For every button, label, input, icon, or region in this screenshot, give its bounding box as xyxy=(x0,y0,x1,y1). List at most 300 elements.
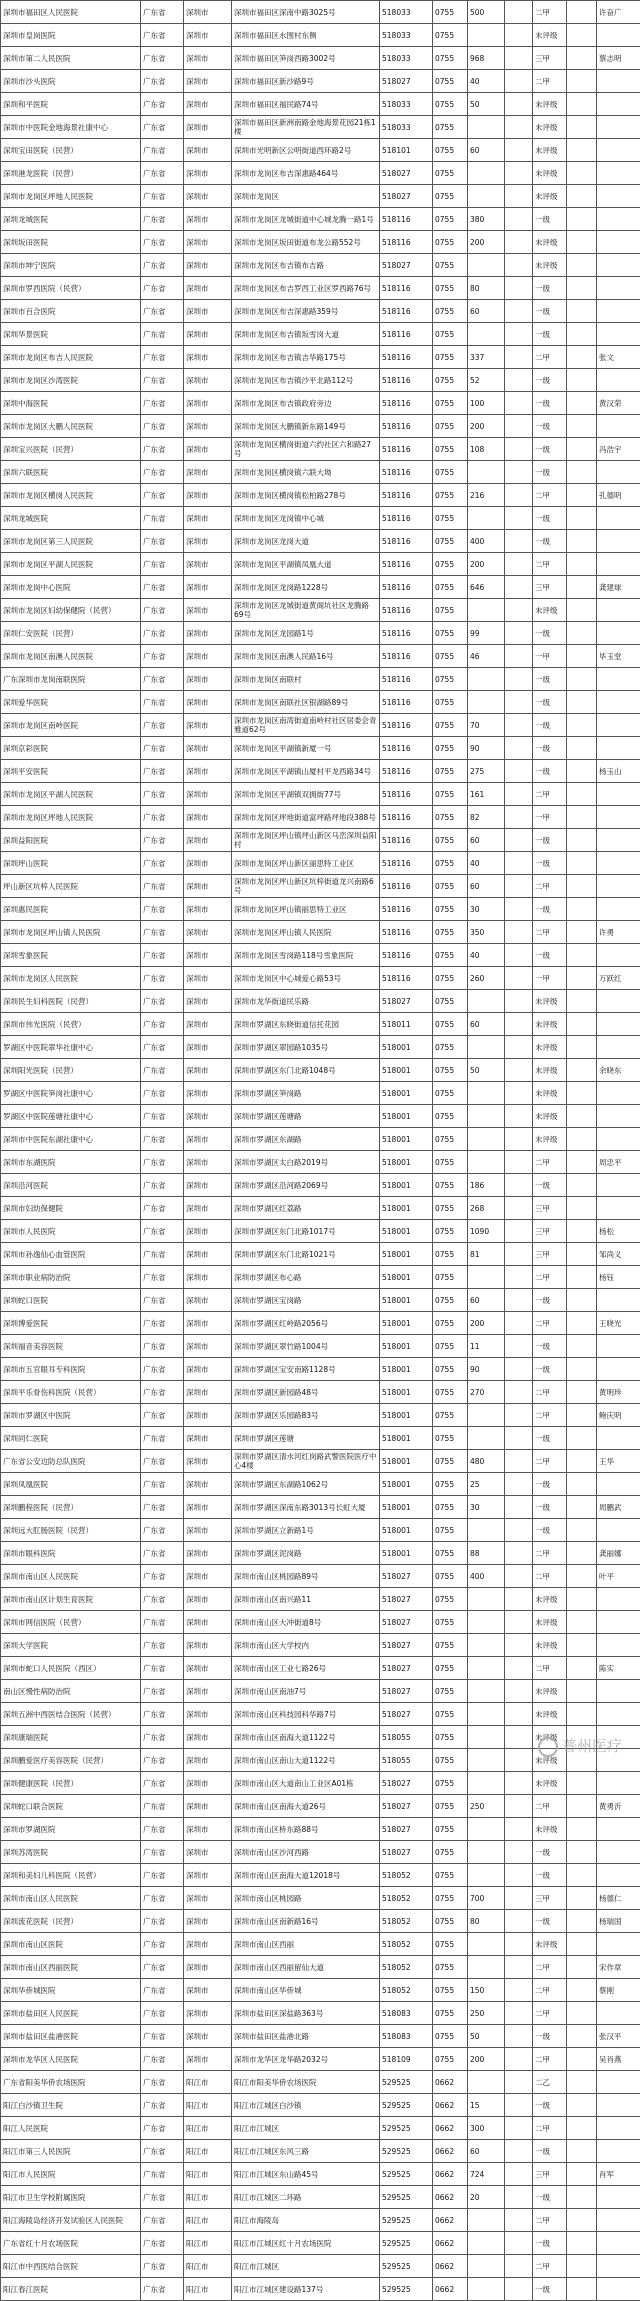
cell-address: 深圳市龙华区龙华路2032号 xyxy=(232,2048,380,2071)
table-row xyxy=(1,2025,640,2048)
cell-empty xyxy=(505,806,533,829)
cell-province: 广东省 xyxy=(141,93,184,116)
table-row xyxy=(1,1289,640,1312)
cell-province: 广东省 xyxy=(141,714,184,737)
cell-beds: 150 xyxy=(468,1979,505,2002)
cell-empty xyxy=(505,185,533,208)
cell-level: 二甲 xyxy=(533,1542,567,1565)
cell-level: 二甲 xyxy=(533,1979,567,2002)
table-row xyxy=(1,691,640,714)
table-row xyxy=(1,668,640,691)
cell-city: 深圳市 xyxy=(184,576,232,599)
cell-level: 一级 xyxy=(533,507,567,530)
cell-area-code: 0755 xyxy=(433,1795,468,1818)
table-row xyxy=(1,116,640,139)
cell-empty xyxy=(505,898,533,921)
cell-name: 深圳博爱医院 xyxy=(1,1312,141,1335)
cell-empty xyxy=(567,438,597,461)
cell-name: 深圳市罗西医院（民营） xyxy=(1,277,141,300)
cell-address: 深圳市罗湖区笋岗路 xyxy=(232,1082,380,1105)
cell-beds xyxy=(468,668,505,691)
cell-director xyxy=(597,323,640,346)
cell-level: 一级 xyxy=(533,852,567,875)
cell-postcode: 518001 xyxy=(380,1381,433,1404)
cell-address: 深圳市龙岗区南湾街道南岭村社区居委会青雅道62号 xyxy=(232,714,380,737)
cell-level: 一级 xyxy=(533,1358,567,1381)
cell-director xyxy=(597,875,640,898)
cell-beds: 500 xyxy=(468,1,505,24)
cell-empty xyxy=(505,1427,533,1450)
cell-level: 未评级 xyxy=(533,93,567,116)
table-row xyxy=(1,185,640,208)
cell-postcode: 518011 xyxy=(380,1013,433,1036)
cell-level: 未评级 xyxy=(533,1059,567,1082)
cell-postcode: 518001 xyxy=(380,1059,433,1082)
cell-province: 广东省 xyxy=(141,24,184,47)
cell-director xyxy=(597,622,640,645)
cell-empty xyxy=(505,1220,533,1243)
cell-postcode: 518001 xyxy=(380,1335,433,1358)
table-row xyxy=(1,1887,640,1910)
cell-beds: 81 xyxy=(468,1243,505,1266)
cell-address: 深圳市罗湖区莲塘路 xyxy=(232,1105,380,1128)
cell-level: 一级 xyxy=(533,392,567,415)
cell-area-code: 0662 xyxy=(433,2186,468,2209)
cell-area-code: 0755 xyxy=(433,24,468,47)
cell-postcode: 518116 xyxy=(380,668,433,691)
cell-level: 未评级 xyxy=(533,1082,567,1105)
cell-director xyxy=(597,116,640,139)
cell-level: 一级 xyxy=(533,1910,567,1933)
table-row xyxy=(1,1082,640,1105)
cell-name: 深圳中海医院 xyxy=(1,392,141,415)
cell-address: 深圳市罗湖区深南东路3013号长虹大厦 xyxy=(232,1496,380,1519)
cell-address: 深圳市龙岗区龙岗大道 xyxy=(232,530,380,553)
cell-beds xyxy=(468,2232,505,2255)
cell-address: 深圳市南山区大冲街道8号 xyxy=(232,1611,380,1634)
cell-province: 广东省 xyxy=(141,1473,184,1496)
cell-empty xyxy=(505,2002,533,2025)
table-row xyxy=(1,392,640,415)
cell-postcode: 518052 xyxy=(380,1910,433,1933)
cell-empty xyxy=(505,116,533,139)
cell-empty xyxy=(567,1519,597,1542)
cell-empty xyxy=(567,1404,597,1427)
table-row xyxy=(1,300,640,323)
cell-level: 未评级 xyxy=(533,599,567,622)
cell-level: 二甲 xyxy=(533,1657,567,1680)
cell-city: 深圳市 xyxy=(184,714,232,737)
cell-beds: 700 xyxy=(468,1887,505,1910)
table-row xyxy=(1,1151,640,1174)
cell-postcode: 529525 xyxy=(380,2278,433,2301)
cell-city: 阳江市 xyxy=(184,2071,232,2094)
cell-empty xyxy=(505,1657,533,1680)
cell-address: 深圳市罗湖区乐园路83号 xyxy=(232,1404,380,1427)
cell-name: 深圳市中医院东湖社康中心 xyxy=(1,1128,141,1151)
cell-address: 深圳市罗湖区清水河红岗路武警医院医疗中心4楼 xyxy=(232,1450,380,1473)
cell-empty xyxy=(505,369,533,392)
cell-beds: 300 xyxy=(468,2117,505,2140)
cell-address: 深圳市南山区南山大道1122号 xyxy=(232,1749,380,1772)
cell-name: 深圳市职业病防治院 xyxy=(1,1266,141,1289)
cell-city: 深圳市 xyxy=(184,1933,232,1956)
cell-level: 一级 xyxy=(533,530,567,553)
cell-name: 深圳京彩医院 xyxy=(1,737,141,760)
cell-area-code: 0755 xyxy=(433,576,468,599)
cell-level: 二甲 xyxy=(533,1565,567,1588)
cell-director xyxy=(597,2140,640,2163)
cell-level: 一级 xyxy=(533,2140,567,2163)
table-row xyxy=(1,93,640,116)
table-row xyxy=(1,1634,640,1657)
cell-empty xyxy=(505,1542,533,1565)
cell-director xyxy=(597,1174,640,1197)
cell-postcode: 518083 xyxy=(380,2025,433,2048)
cell-city: 深圳市 xyxy=(184,1864,232,1887)
table-row xyxy=(1,1864,640,1887)
cell-beds: 350 xyxy=(468,921,505,944)
cell-empty xyxy=(567,93,597,116)
cell-address: 深圳市罗湖区东湖路 xyxy=(232,1128,380,1151)
cell-empty xyxy=(567,783,597,806)
cell-empty xyxy=(505,1335,533,1358)
cell-area-code: 0755 xyxy=(433,1956,468,1979)
cell-address: 深圳市龙岗区平湖镇凤凰大道 xyxy=(232,553,380,576)
cell-city: 深圳市 xyxy=(184,1289,232,1312)
cell-postcode: 518116 xyxy=(380,852,433,875)
cell-level: 一级 xyxy=(533,461,567,484)
cell-address: 深圳市罗湖区红荔路 xyxy=(232,1197,380,1220)
cell-address: 深圳市龙岗区布吉镇吉华路175号 xyxy=(232,346,380,369)
table-row xyxy=(1,1266,640,1289)
cell-province: 广东省 xyxy=(141,2071,184,2094)
cell-area-code: 0755 xyxy=(433,898,468,921)
cell-province: 广东省 xyxy=(141,438,184,461)
cell-name: 深圳市龙岗区沙湾医院 xyxy=(1,369,141,392)
cell-address: 深圳市龙岗区坪地街道富坪路坪地段388号 xyxy=(232,806,380,829)
cell-city: 深圳市 xyxy=(184,737,232,760)
cell-postcode: 518116 xyxy=(380,898,433,921)
cell-area-code: 0755 xyxy=(433,70,468,93)
cell-area-code: 0662 xyxy=(433,2140,468,2163)
cell-empty xyxy=(505,1726,533,1749)
cell-level: 一级 xyxy=(533,1289,567,1312)
cell-postcode: 518001 xyxy=(380,1289,433,1312)
cell-beds: 200 xyxy=(468,415,505,438)
table-row xyxy=(1,1795,640,1818)
cell-empty xyxy=(567,2117,597,2140)
cell-address: 深圳市南山区西丽 xyxy=(232,1933,380,1956)
cell-empty xyxy=(567,1151,597,1174)
cell-empty xyxy=(505,1818,533,1841)
cell-postcode: 518027 xyxy=(380,1795,433,1818)
cell-city: 深圳市 xyxy=(184,1358,232,1381)
cell-area-code: 0755 xyxy=(433,93,468,116)
cell-empty xyxy=(567,1427,597,1450)
cell-city: 深圳市 xyxy=(184,1749,232,1772)
cell-beds: 70 xyxy=(468,714,505,737)
cell-empty xyxy=(567,1841,597,1864)
cell-empty xyxy=(567,1243,597,1266)
cell-province: 广东省 xyxy=(141,2255,184,2278)
cell-area-code: 0755 xyxy=(433,829,468,852)
cell-empty xyxy=(567,1220,597,1243)
cell-province: 广东省 xyxy=(141,1634,184,1657)
cell-area-code: 0662 xyxy=(433,2278,468,2301)
cell-province: 广东省 xyxy=(141,806,184,829)
cell-empty xyxy=(505,1565,533,1588)
cell-level: 一级 xyxy=(533,944,567,967)
cell-empty xyxy=(567,1059,597,1082)
cell-area-code: 0755 xyxy=(433,668,468,691)
cell-beds: 1090 xyxy=(468,1220,505,1243)
cell-area-code: 0662 xyxy=(433,2255,468,2278)
cell-address: 深圳市罗湖区布心路 xyxy=(232,1266,380,1289)
cell-province: 广东省 xyxy=(141,1220,184,1243)
table-row xyxy=(1,829,640,852)
cell-city: 深圳市 xyxy=(184,599,232,622)
cell-beds xyxy=(468,1634,505,1657)
cell-level: 二甲 xyxy=(533,1404,567,1427)
cell-name: 深圳坪山医院 xyxy=(1,852,141,875)
cell-empty xyxy=(505,1082,533,1105)
table-row xyxy=(1,1427,640,1450)
cell-address: 深圳市罗湖区翠竹路1004号 xyxy=(232,1335,380,1358)
cell-name: 深圳市孙逸仙心血管医院 xyxy=(1,1243,141,1266)
table-row xyxy=(1,806,640,829)
cell-beds xyxy=(468,2255,505,2278)
cell-name: 广东省红十月农场医院 xyxy=(1,2232,141,2255)
cell-director: 黄明珍 xyxy=(597,1381,640,1404)
cell-level: 二甲 xyxy=(533,2002,567,2025)
cell-director xyxy=(597,1036,640,1059)
cell-director: 黄勇沂 xyxy=(597,1795,640,1818)
cell-level: 二甲 xyxy=(533,1450,567,1473)
cell-city: 深圳市 xyxy=(184,1565,232,1588)
table-row xyxy=(1,1933,640,1956)
cell-empty xyxy=(567,369,597,392)
table-row xyxy=(1,2209,640,2232)
cell-empty xyxy=(567,116,597,139)
cell-city: 深圳市 xyxy=(184,208,232,231)
cell-beds xyxy=(468,1772,505,1795)
cell-area-code: 0755 xyxy=(433,208,468,231)
cell-address: 深圳市龙岗区坪山新区坑梓街道龙兴南路6号 xyxy=(232,875,380,898)
cell-empty xyxy=(567,944,597,967)
cell-director xyxy=(597,783,640,806)
cell-empty xyxy=(567,1680,597,1703)
cell-area-code: 0755 xyxy=(433,783,468,806)
cell-director xyxy=(597,599,640,622)
cell-address: 深圳市南山区桃园路89号 xyxy=(232,1565,380,1588)
cell-empty xyxy=(505,1358,533,1381)
cell-empty xyxy=(567,2025,597,2048)
cell-level: 未评级 xyxy=(533,231,567,254)
cell-director xyxy=(597,1703,640,1726)
cell-province: 广东省 xyxy=(141,599,184,622)
cell-name: 深圳市龙岗区坪地人民医院 xyxy=(1,185,141,208)
cell-province: 广东省 xyxy=(141,990,184,1013)
table-row xyxy=(1,944,640,967)
cell-level: 一级 xyxy=(533,2094,567,2117)
cell-province: 广东省 xyxy=(141,300,184,323)
cell-address: 深圳市南山区沙河西路 xyxy=(232,1841,380,1864)
cell-address: 阳江市江城区东山路45号 xyxy=(232,2163,380,2186)
cell-level: 三甲 xyxy=(533,2163,567,2186)
cell-level: 三甲 xyxy=(533,1243,567,1266)
cell-province: 广东省 xyxy=(141,208,184,231)
cell-province: 广东省 xyxy=(141,944,184,967)
cell-empty xyxy=(505,1749,533,1772)
cell-city: 深圳市 xyxy=(184,93,232,116)
table-row xyxy=(1,737,640,760)
cell-province: 广东省 xyxy=(141,1818,184,1841)
cell-city: 深圳市 xyxy=(184,691,232,714)
cell-city: 深圳市 xyxy=(184,1611,232,1634)
cell-empty xyxy=(567,1496,597,1519)
cell-province: 广东省 xyxy=(141,1,184,24)
cell-director xyxy=(597,1427,640,1450)
cell-name: 深圳港龙医院（民营） xyxy=(1,162,141,185)
cell-beds xyxy=(468,116,505,139)
cell-postcode: 518001 xyxy=(380,1312,433,1335)
cell-level: 一甲 xyxy=(533,967,567,990)
cell-empty xyxy=(505,553,533,576)
cell-name: 深圳鹏程医院（民营） xyxy=(1,1496,141,1519)
cell-beds xyxy=(468,2209,505,2232)
cell-province: 广东省 xyxy=(141,645,184,668)
cell-city: 深圳市 xyxy=(184,898,232,921)
cell-director xyxy=(597,1128,640,1151)
cell-level: 二甲 xyxy=(533,921,567,944)
cell-name: 深圳市五官眼耳专科医院 xyxy=(1,1358,141,1381)
cell-province: 广东省 xyxy=(141,1128,184,1151)
cell-postcode: 518083 xyxy=(380,2002,433,2025)
cell-empty xyxy=(567,1795,597,1818)
cell-director xyxy=(597,2117,640,2140)
cell-empty xyxy=(505,2209,533,2232)
cell-empty xyxy=(567,185,597,208)
cell-empty xyxy=(505,1634,533,1657)
cell-beds: 50 xyxy=(468,1059,505,1082)
cell-province: 广东省 xyxy=(141,1427,184,1450)
cell-area-code: 0755 xyxy=(433,162,468,185)
cell-province: 广东省 xyxy=(141,1151,184,1174)
cell-beds: 200 xyxy=(468,553,505,576)
cell-postcode: 518116 xyxy=(380,622,433,645)
cell-beds xyxy=(468,1128,505,1151)
cell-beds: 337 xyxy=(468,346,505,369)
cell-level: 三甲 xyxy=(533,47,567,70)
cell-director xyxy=(597,530,640,553)
cell-city: 深圳市 xyxy=(184,921,232,944)
cell-province: 广东省 xyxy=(141,1956,184,1979)
cell-city: 深圳市 xyxy=(184,70,232,93)
cell-name: 深圳平安医院 xyxy=(1,760,141,783)
cell-empty xyxy=(505,93,533,116)
cell-level: 未评级 xyxy=(533,990,567,1013)
cell-empty xyxy=(567,1082,597,1105)
cell-name: 深圳凤凰医院 xyxy=(1,1473,141,1496)
table-row xyxy=(1,507,640,530)
cell-address: 深圳市罗湖区新园路48号 xyxy=(232,1381,380,1404)
cell-director xyxy=(597,1289,640,1312)
cell-city: 深圳市 xyxy=(184,116,232,139)
cell-empty xyxy=(567,852,597,875)
table-row xyxy=(1,1496,640,1519)
cell-empty xyxy=(567,47,597,70)
cell-postcode: 518116 xyxy=(380,438,433,461)
cell-area-code: 0755 xyxy=(433,1542,468,1565)
cell-postcode: 529525 xyxy=(380,2209,433,2232)
cell-empty xyxy=(505,1588,533,1611)
table-row xyxy=(1,323,640,346)
cell-area-code: 0662 xyxy=(433,2163,468,2186)
table-row xyxy=(1,783,640,806)
cell-area-code: 0755 xyxy=(433,1680,468,1703)
cell-area-code: 0755 xyxy=(433,1197,468,1220)
cell-province: 广东省 xyxy=(141,1358,184,1381)
cell-level: 二甲 xyxy=(533,875,567,898)
table-row xyxy=(1,622,640,645)
cell-level: 一级 xyxy=(533,1335,567,1358)
cell-province: 广东省 xyxy=(141,1404,184,1427)
table-row xyxy=(1,1381,640,1404)
cell-empty xyxy=(567,1634,597,1657)
cell-empty xyxy=(505,47,533,70)
cell-level: 一级 xyxy=(533,737,567,760)
table-row xyxy=(1,760,640,783)
table-row xyxy=(1,1404,640,1427)
cell-name: 深圳市龙岗区南岭医院 xyxy=(1,714,141,737)
cell-city: 深圳市 xyxy=(184,1335,232,1358)
cell-empty xyxy=(505,1174,533,1197)
cell-director xyxy=(597,1933,640,1956)
cell-director xyxy=(597,254,640,277)
cell-empty xyxy=(505,921,533,944)
cell-city: 阳江市 xyxy=(184,2255,232,2278)
cell-province: 广东省 xyxy=(141,2025,184,2048)
cell-empty xyxy=(567,2232,597,2255)
cell-city: 深圳市 xyxy=(184,415,232,438)
cell-beds: 52 xyxy=(468,369,505,392)
cell-province: 广东省 xyxy=(141,369,184,392)
table-row xyxy=(1,162,640,185)
cell-city: 深圳市 xyxy=(184,875,232,898)
cell-beds: 40 xyxy=(468,70,505,93)
cell-address: 深圳市龙岗区平湖镇山厦村平龙西路34号 xyxy=(232,760,380,783)
cell-level: 一甲 xyxy=(533,645,567,668)
cell-name: 深圳市罗湖医院 xyxy=(1,1818,141,1841)
cell-name: 深圳市龙岗区南澳人民医院 xyxy=(1,645,141,668)
cell-empty xyxy=(505,2186,533,2209)
cell-province: 广东省 xyxy=(141,461,184,484)
cell-level: 未评级 xyxy=(533,1611,567,1634)
cell-director xyxy=(597,1013,640,1036)
cell-empty xyxy=(567,1956,597,1979)
cell-director xyxy=(597,2278,640,2301)
cell-province: 广东省 xyxy=(141,1611,184,1634)
cell-postcode: 529525 xyxy=(380,2071,433,2094)
cell-address: 深圳市龙岗区坪山镇人民医院 xyxy=(232,921,380,944)
cell-area-code: 0755 xyxy=(433,1220,468,1243)
cell-beds: 80 xyxy=(468,1910,505,1933)
cell-city: 深圳市 xyxy=(184,2002,232,2025)
cell-postcode: 518116 xyxy=(380,369,433,392)
cell-area-code: 0755 xyxy=(433,1841,468,1864)
cell-address: 深圳市龙岗区布吉镇政府旁边 xyxy=(232,392,380,415)
